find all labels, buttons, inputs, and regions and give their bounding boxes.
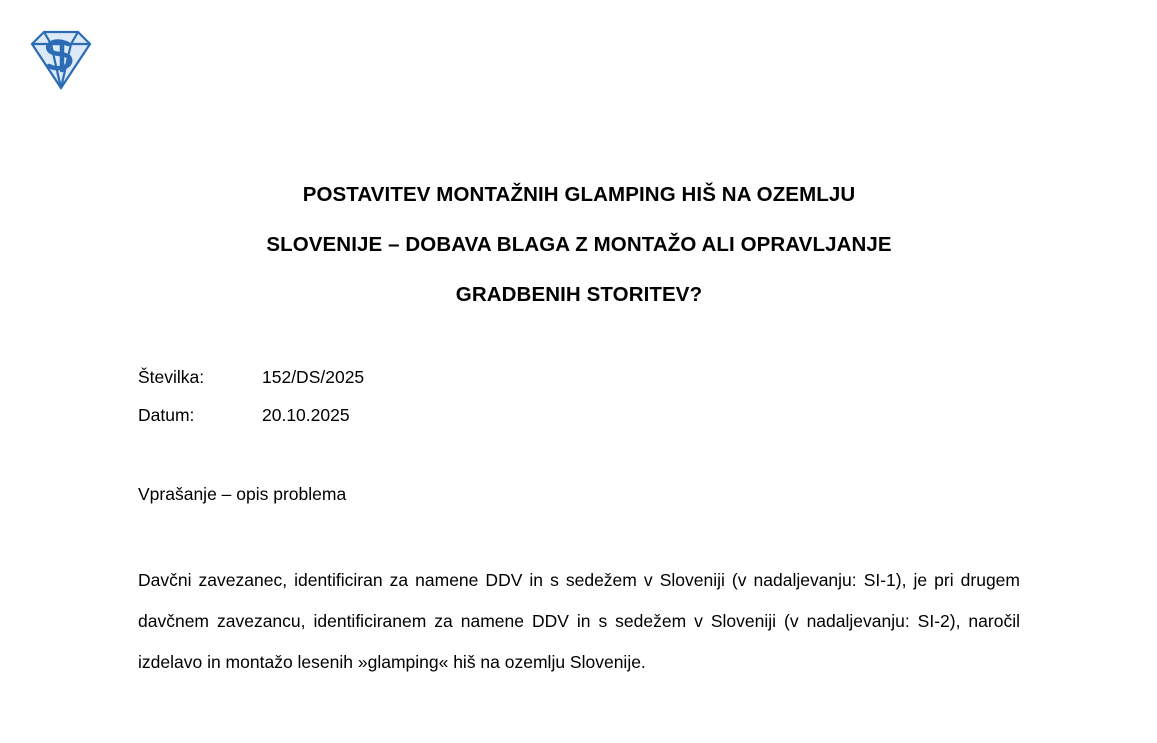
company-diamond-logo [18, 24, 104, 96]
meta-row-date [138, 396, 638, 434]
title-line-1: POSTAVITEV MONTAŽNIH GLAMPING HIŠ NA OZEMLJU [302, 183, 856, 206]
section-heading-question: Vprašanje – opis problema [138, 484, 347, 504]
body-paragraph-text: Davčni zavezanec, identificiran za namene DDV in s sedežem v Sloveniji (v nadaljevanju: SI-1), je pri drugem davčnem zavezancu, identificiranem za namene DDV in s sedežem v Sloveniji (v nadaljevanju: SI-2), naročil izdelavo in montažo lesenih »glamping« hiš na ozemlju Slovenije. [138, 570, 1020, 672]
body-paragraph [138, 560, 1020, 683]
page-title [138, 170, 1020, 320]
title-line-2: SLOVENIJE – DOBAVA BLAGA Z MONTAŽO ALI OPRAVLJANJE [266, 233, 892, 256]
meta-label-date: Datum: [138, 405, 195, 425]
meta-value-number: 152/DS/2025 [262, 367, 365, 387]
meta-value-date: 20.10.2025 [262, 405, 350, 425]
meta-row-number [138, 358, 638, 396]
document-meta [138, 358, 638, 434]
title-line-3: GRADBENIH STORITEV? [455, 283, 703, 306]
meta-label-number: Številka: [138, 367, 205, 387]
